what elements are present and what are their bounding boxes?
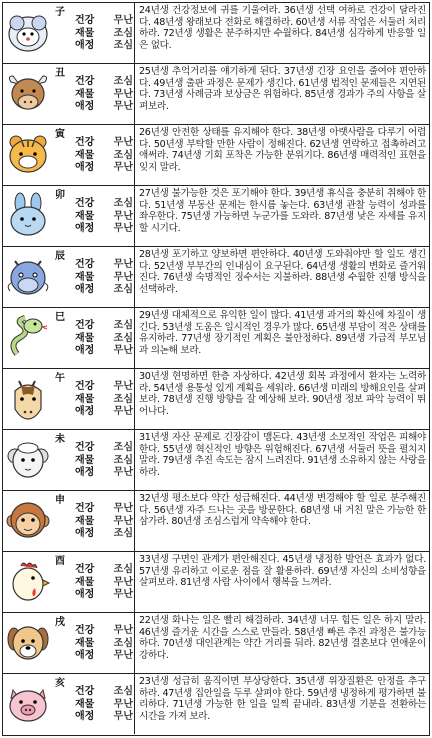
health-value: 무난	[113, 381, 133, 392]
love-value: 무난	[113, 650, 133, 661]
love-label: 애정	[75, 284, 95, 295]
zodiac-char: 戌	[55, 617, 65, 628]
health-label: 건강	[75, 442, 95, 453]
wealth-value: 조심	[113, 454, 133, 466]
health-label: 건강	[75, 76, 95, 87]
fortune-box	[75, 442, 133, 480]
fortune-text: 22년생 화나는 일은 빨리 해결하라. 34년생 너무 힘든 일은 하지 말라. 46년생 즐거운 시간을 스스로 만들라. 58년생 빠른 추진 과정은 불가능하다. 70년생 대인관계는 약간 거리를 둬라. 82년생 결혼보다 연애운이 강하다.	[134, 613, 429, 673]
fortune-text: 23년생 성급히 움직이면 부상당한다. 35년생 위장질환은 안정을 추구하라. 47년생 집안일을 두루 살펴야 한다. 59년생 냉정하게 평가하면 불리하다. 71년생 가능한 한 일을 일찍 끝내라. 83년생 기분을 전환하는 시간을 가져 보라.	[134, 674, 429, 734]
love-value: 조심	[113, 284, 133, 295]
health-value: 무난	[113, 15, 133, 26]
wealth-value: 무난	[113, 698, 133, 710]
zodiac-row-mouse	[3, 3, 429, 64]
wealth-value: 조심	[113, 27, 133, 39]
zodiac-char: 卯	[55, 190, 65, 201]
love-value: 조심	[113, 40, 133, 51]
fortune-text: 28년생 포기하고 양보하면 편안하다. 40년생 도와줘야만 할 일도 생긴다. 52년생 부부간의 인내심이 요구된다. 64년생 생활의 변화로 즐거워진다. 76년생 숙명적인 징수서는 지불하라. 88년생 수월한 진행 방식을 선택하라.	[134, 247, 429, 307]
fortune-box	[75, 503, 133, 541]
wealth-label: 재물	[75, 27, 95, 39]
wealth-label: 재물	[75, 637, 95, 649]
love-label: 애정	[75, 40, 95, 51]
zodiac-row-rooster	[3, 552, 429, 613]
wealth-value: 조심	[113, 393, 133, 405]
wealth-label: 재물	[75, 88, 95, 100]
snake-icon	[5, 314, 51, 360]
love-value: 무난	[113, 345, 133, 356]
health-value: 조심	[113, 442, 133, 453]
fortune-box	[75, 137, 133, 175]
zodiac-char: 午	[55, 373, 65, 384]
fortune-box	[75, 564, 133, 602]
love-value: 무난	[113, 162, 133, 173]
love-value: 무난	[113, 589, 133, 600]
fortune-box	[75, 15, 133, 53]
zodiac-row-sheep	[3, 430, 429, 491]
fortune-box	[75, 76, 133, 114]
love-label: 애정	[75, 467, 95, 478]
health-value: 조심	[113, 76, 133, 87]
wealth-value: 조심	[113, 332, 133, 344]
zodiac-char: 申	[55, 495, 65, 506]
ox-icon	[5, 70, 51, 116]
wealth-label: 재물	[75, 332, 95, 344]
love-value: 무난	[113, 101, 133, 112]
mouse-icon	[5, 9, 51, 55]
fortune-text: 24년생 건강정보에 귀를 기울여라. 36년생 선택 여하로 건강이 달라진다. 48년생 왕래보다 전화로 해결하라. 60년생 서류 작업은 서둘러 처리하라. 72년생 생활은 분주하지만 수월하다. 84년생 심각하게 반응할 일은 없다.	[134, 3, 429, 63]
wealth-label: 재물	[75, 576, 95, 588]
love-value: 무난	[113, 223, 133, 234]
health-value: 조심	[113, 320, 133, 331]
health-label: 건강	[75, 625, 95, 636]
fortune-box	[75, 320, 133, 358]
zodiac-row-monkey	[3, 491, 429, 552]
zodiac-row-pig	[3, 674, 429, 735]
wealth-value: 무난	[113, 271, 133, 283]
horoscope-table	[2, 2, 430, 736]
zodiac-char: 未	[55, 434, 65, 445]
zodiac-row-dragon	[3, 247, 429, 308]
love-label: 애정	[75, 223, 95, 234]
health-value: 무난	[113, 503, 133, 514]
health-label: 건강	[75, 381, 95, 392]
love-label: 애정	[75, 650, 95, 661]
wealth-value: 조심	[113, 637, 133, 649]
monkey-icon	[5, 497, 51, 543]
zodiac-char: 寅	[55, 129, 65, 140]
zodiac-char: 亥	[55, 678, 65, 689]
love-value: 무난	[113, 711, 133, 722]
love-label: 애정	[75, 345, 95, 356]
dog-icon	[5, 619, 51, 665]
fortune-box	[75, 686, 133, 724]
fortune-box	[75, 625, 133, 663]
health-label: 건강	[75, 137, 95, 148]
love-label: 애정	[75, 162, 95, 173]
health-label: 건강	[75, 15, 95, 26]
wealth-value: 무난	[113, 576, 133, 588]
health-label: 건강	[75, 686, 95, 697]
zodiac-char: 酉	[55, 556, 65, 567]
health-value: 조심	[113, 198, 133, 209]
fortune-text: 27년생 불가능한 것은 포기해야 한다. 39년생 휴식을 충분히 취해야 한다. 51년생 부동산 문제는 한시름 놓는다. 63년생 관찰 능력이 성과를 좌우한다. 75년생 가능하면 누군가를 도와라. 87년생 낮은 자세를 유지할 시기다.	[134, 186, 429, 246]
wealth-value: 조심	[113, 149, 133, 161]
love-label: 애정	[75, 711, 95, 722]
fortune-text: 31년생 자산 문제로 긴장감이 맴돈다. 43년생 소모적인 작업은 피해야 한다. 55년생 혁신적인 방향은 위험해진다. 67년생 서둘러 뜻을 펼치지 말라. 79년생 추진 속도는 잠시 느려진다. 91년생 소유하지 않는 사랑을 하라.	[134, 430, 429, 490]
fortune-text: 25년생 추억거리를 얘기하게 된다. 37년생 긴장 요인을 줄여야 편안하다. 49년생 출판 과정은 문제가 생긴다. 61년생 법적인 문제들은 지연된다. 73년생 사례금과 보상금은 위험하다. 85년생 경과가 주의 사항을 살펴보라.	[134, 64, 429, 124]
zodiac-char: 丑	[55, 68, 65, 79]
pig-icon	[5, 680, 51, 726]
wealth-label: 재물	[75, 149, 95, 161]
health-value: 무난	[113, 137, 133, 148]
rooster-icon	[5, 558, 51, 604]
love-label: 애정	[75, 406, 95, 417]
fortune-text: 29년생 대체적으로 유익한 일이 많다. 41년생 과거의 확신에 차질이 생긴다. 53년생 도움은 일시적인 경우가 많다. 65년생 부담이 적은 상태를 유지하라. 77년생 장기적인 계획은 불안정하다. 89년생 가급적 부모님과 의논해 보라.	[134, 308, 429, 368]
fortune-text: 26년생 안전한 상태를 유지해야 한다. 38년생 아랫사람을 다루기 어렵다. 50년생 부탁할 만한 사람이 정해진다. 62년생 연락하고 접촉하려고 애써라. 74년생 기회 포착은 가능한 분위기다. 86년생 매력적인 표현을 잊지 말라.	[134, 125, 429, 185]
fortune-text: 32년생 평소보다 약간 성급해진다. 44년생 변경해야 할 일로 분주해진다. 56년생 자주 드나는 곳을 방문한다. 68년생 내 거친 말은 가능한 한 삼가라. 80년생 조심스럽게 약속해야 한다.	[134, 491, 429, 551]
love-value: 무난	[113, 406, 133, 417]
love-value: 조심	[113, 528, 133, 539]
dragon-icon	[5, 253, 51, 299]
fortune-box	[75, 198, 133, 236]
health-value: 무난	[113, 625, 133, 636]
health-value: 조심	[113, 686, 133, 697]
wealth-value: 무난	[113, 210, 133, 222]
health-value: 무난	[113, 259, 133, 270]
love-label: 애정	[75, 589, 95, 600]
wealth-label: 재물	[75, 454, 95, 466]
zodiac-row-horse	[3, 369, 429, 430]
horse-icon	[5, 375, 51, 421]
rabbit-icon	[5, 192, 51, 238]
love-label: 애정	[75, 101, 95, 112]
fortune-text: 33년생 구면인 관계가 편안해진다. 45년생 냉정한 발언은 효과가 없다. 57년생 유리하고 이로운 점을 잘 활용하라. 69년생 자신의 소비성향을 살펴보라. 81년생 사람 사이에서 행복을 느껴라.	[134, 552, 429, 612]
wealth-label: 재물	[75, 393, 95, 405]
love-label: 애정	[75, 528, 95, 539]
tiger-icon	[5, 131, 51, 177]
fortune-text: 30년생 현명하면 한층 자상하다. 42년생 회복 과정에서 환자는 노력하라. 54년생 용통성 있게 계획을 세워라. 66년생 미래의 방해요인을 살펴보라. 78년생 진행 방향을 잘 예상해 보라. 90년생 정보 파악 능력이 뛰어나다.	[134, 369, 429, 429]
zodiac-char: 子	[55, 7, 65, 18]
fortune-box	[75, 259, 133, 297]
health-label: 건강	[75, 320, 95, 331]
zodiac-char: 辰	[55, 251, 65, 262]
wealth-label: 재물	[75, 515, 95, 527]
zodiac-char: 巳	[55, 312, 65, 323]
wealth-label: 재물	[75, 271, 95, 283]
wealth-label: 재물	[75, 210, 95, 222]
wealth-label: 재물	[75, 698, 95, 710]
health-label: 건강	[75, 198, 95, 209]
wealth-value: 무난	[113, 515, 133, 527]
health-value: 조심	[113, 564, 133, 575]
health-label: 건강	[75, 259, 95, 270]
love-value: 무난	[113, 467, 133, 478]
fortune-box	[75, 381, 133, 419]
zodiac-row-rabbit	[3, 186, 429, 247]
zodiac-row-snake	[3, 308, 429, 369]
sheep-icon	[5, 436, 51, 482]
wealth-value: 무난	[113, 88, 133, 100]
zodiac-row-dog	[3, 613, 429, 674]
zodiac-row-ox	[3, 64, 429, 125]
zodiac-row-tiger	[3, 125, 429, 186]
health-label: 건강	[75, 564, 95, 575]
health-label: 건강	[75, 503, 95, 514]
